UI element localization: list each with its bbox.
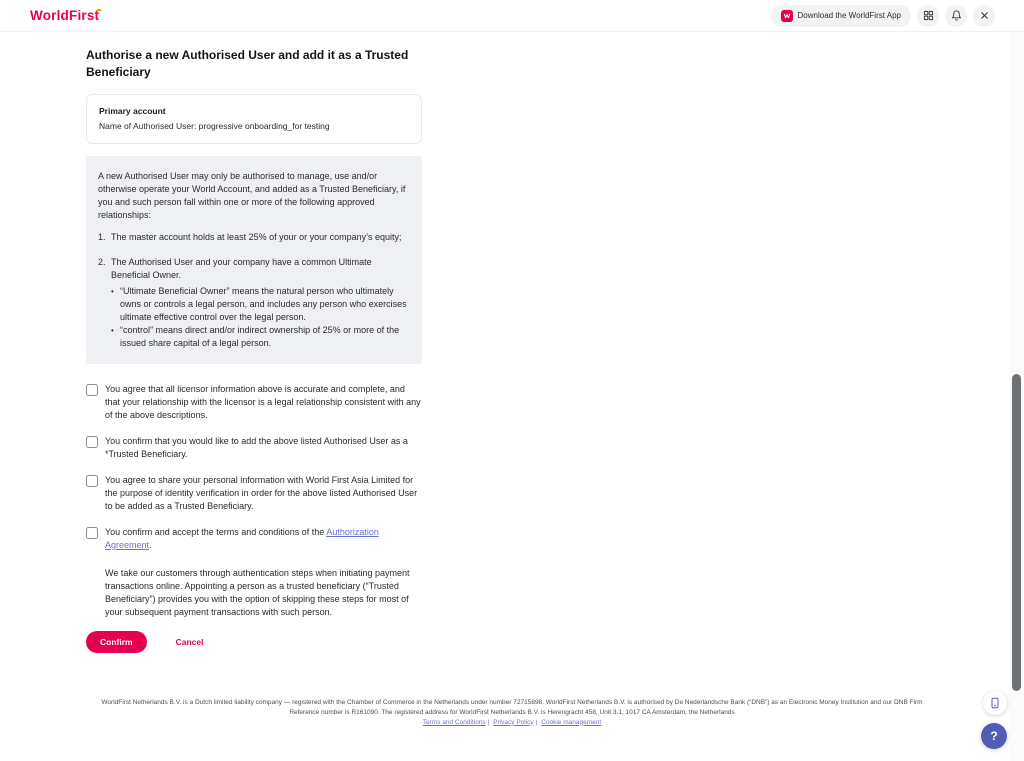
primary-account-label: Primary account: [99, 106, 166, 116]
legal-line-1: WorldFirst Netherlands B.V. is a Dutch limited liability company — registered with the Chamber of Commerce in the Netherlands under number 72715898. WorldFirst Netherlands B.V. is authorised by De Nederlandsche Bank (“DNB”) as an Electronic Money Institution and our DNB Firm: [101, 699, 923, 706]
agreement-row-add-trusted-beneficiary: [86, 435, 422, 461]
authorised-user-name: Name of Authorised User: progressive onboarding_for testing: [99, 121, 330, 131]
cookie-management-link[interactable]: Cookie management: [541, 718, 602, 726]
authorization-agreement-link[interactable]: Authorization Agreement: [105, 527, 379, 550]
worldfirst-app-icon: [781, 10, 793, 22]
apps-grid-icon[interactable]: [917, 5, 939, 27]
download-app-button[interactable]: [771, 5, 911, 27]
mobile-app-floating-button[interactable]: [983, 691, 1007, 715]
definition-bullets: [111, 285, 410, 350]
terms-and-conditions-link[interactable]: Terms and Conditions: [422, 718, 486, 726]
agreement-text: [105, 526, 422, 552]
legal-text: [87, 698, 937, 717]
privacy-policy-link[interactable]: Privacy Policy: [493, 718, 534, 726]
relationships-notice-box: [86, 156, 422, 364]
cancel-button[interactable]: Cancel: [175, 637, 204, 647]
trusted-beneficiary-note: We take our customers through authentication steps when initiating payment transactions online. Appointing a person as a trusted beneficiary (“Trusted Beneficiary”) provides you with the option of skipping these steps for most of your subsequent payment transactions with such person.: [105, 568, 410, 617]
smartphone-icon: [989, 697, 1001, 709]
agreement-text-suffix: .: [149, 540, 152, 550]
agreement-row-licensor-info: [86, 383, 422, 422]
agreement-text-prefix: You confirm and accept the terms and conditions of the: [105, 527, 327, 537]
agreements-section: [86, 383, 422, 619]
numbered-item: [98, 256, 410, 350]
item-text-main: The Authorised User and your company have a common Ultimate Beneficial Owner.: [111, 257, 372, 280]
help-floating-button[interactable]: ?: [981, 723, 1007, 749]
notification-bell-icon[interactable]: [945, 5, 967, 27]
legal-line-2: Reference number is R161090. The registered address for WorldFirst Netherlands B.V. is Herengracht 458, Unit 3.1, 1017 CA Amsterdam, the Netherlands: [289, 708, 735, 716]
link-separator: |: [487, 718, 490, 726]
bullet-item: • “control” means direct and/or indirect ownership of 25% or more of the issued share capital of a legal person.: [111, 324, 410, 350]
confirm-button[interactable]: Confirm: [86, 631, 147, 653]
link-separator: |: [535, 718, 538, 726]
main-content: [86, 47, 422, 653]
agreement-row-authorization-agreement: [86, 526, 422, 552]
close-icon[interactable]: [973, 5, 995, 27]
agreement-text: You agree that all licensor information above is accurate and complete, and that your relationship with the licensor is a legal relationship consistent with any of the above descriptions.: [105, 384, 421, 420]
item-number: 1.: [98, 232, 106, 242]
bullet-item: • “Ultimate Beneficial Owner” means the natural person who ultimately owns or controls a legal person, and includes any person who exercises ultimate effective control over the legal person.: [111, 285, 410, 324]
footer-links: [0, 718, 1024, 728]
scrollbar-thumb[interactable]: [1012, 374, 1021, 691]
download-app-label: Download the WorldFirst App: [797, 11, 901, 20]
form-actions: [86, 631, 422, 653]
agreement-text: You agree to share your personal information with World First Asia Limited for the purpose of identity verification in order for the above listed Authorised User to be added as a Trusted Beneficiary.: [105, 475, 418, 511]
numbered-item: [98, 231, 410, 244]
item-number: 2.: [98, 257, 106, 267]
scrollbar-track[interactable]: [1009, 0, 1024, 761]
checkbox-share-personal-info[interactable]: [86, 475, 98, 487]
header-actions: [771, 5, 995, 27]
notice-intro: A new Authorised User may only be authorised to manage, use and/or otherwise operate your World Account, and added as a Trusted Beneficiary, if you and such person fall within one or more of the following approved relationships:: [98, 171, 406, 220]
checkbox-authorization-agreement[interactable]: [86, 527, 98, 539]
agreement-text: You confirm that you would like to add the above listed Authorised User as a *Trusted Beneficiary.: [105, 436, 408, 459]
item-text: The master account holds at least 25% of your or your company’s equity;: [111, 232, 402, 242]
checkbox-add-trusted-beneficiary[interactable]: [86, 436, 98, 448]
logo-text: WorldFirst: [30, 8, 100, 23]
worldfirst-logo[interactable]: [30, 8, 99, 23]
primary-account-card: [86, 94, 422, 144]
page-title: Authorise a new Authorised User and add it as a Trusted Beneficiary: [86, 48, 409, 79]
checkbox-licensor-info[interactable]: [86, 384, 98, 396]
legal-footer: [0, 698, 1024, 727]
agreement-row-share-personal-info: [86, 474, 422, 513]
item-text: [111, 256, 410, 350]
top-header: [0, 0, 1024, 32]
